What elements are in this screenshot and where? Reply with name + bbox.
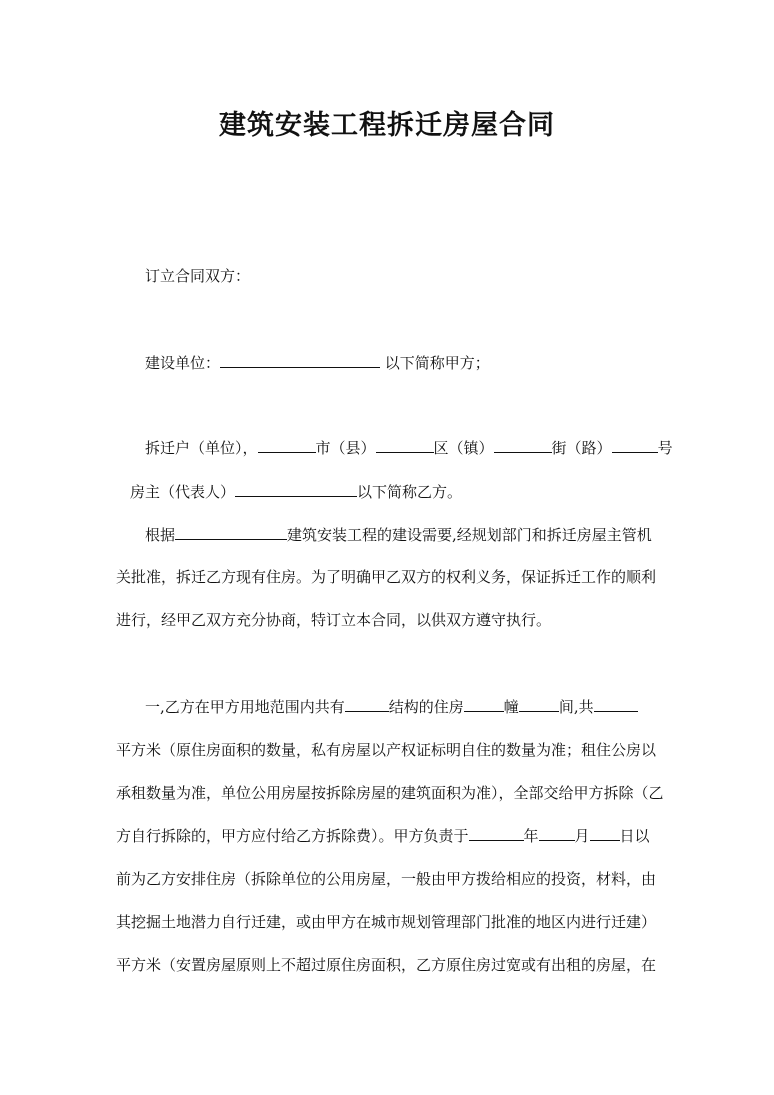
owner-label: 房主（代表人） [130, 483, 236, 501]
preamble-rest: 建筑安装工程的建设需要,经规划部门和拆迁房屋主管机 [287, 526, 652, 544]
clause-1-line-1 [145, 697, 638, 717]
year-blank [469, 826, 524, 841]
clause-1-line-2: 平方米（原住房面积的数量，私有房屋以产权证标明自住的数量为准；租住公房以 [116, 741, 657, 759]
room-count-blank [519, 697, 559, 712]
clause-1-text-b: 结构的住房 [388, 698, 464, 716]
preamble-line-1 [145, 525, 652, 545]
day-label: 日以 [619, 827, 650, 845]
preamble-line-2: 关批准，拆迁乙方现有住房。为了明确甲乙双方的权利义务，保证拆迁工作的顺利 [116, 568, 657, 586]
street-label: 街（路） [551, 439, 612, 457]
clause-1-l4-text-a: 方自行拆除的，甲方应付给乙方拆除费）。甲方负责于 [116, 827, 469, 845]
document-title: 建筑安装工程拆迁房屋合同 [219, 110, 555, 141]
city-blank [258, 438, 316, 453]
project-blank [175, 525, 287, 540]
year-label: 年 [523, 827, 539, 845]
month-blank [539, 826, 575, 841]
month-label: 月 [574, 827, 590, 845]
clause-1-line-4 [116, 826, 650, 846]
structure-blank [345, 697, 389, 712]
owner-blank [235, 482, 357, 497]
clause-1-line-3: 承租数量为准，单位公用房屋按拆除房屋的建筑面积为准），全部交给甲方拆除（乙 [116, 784, 664, 802]
party-a-line [145, 353, 490, 373]
party-a-label: 建设单位： [145, 354, 221, 372]
building-count-blank [464, 697, 504, 712]
district-blank [376, 438, 434, 453]
district-label: 区（镇） [433, 439, 494, 457]
clause-1-line-6: 其挖掘土地潜力自行迁建，或由甲方在城市规划管理部门批准的地区内进行迁建） [116, 913, 657, 931]
street-blank [494, 438, 552, 453]
number-blank [612, 438, 658, 453]
clause-1-text-c: 幢 [503, 698, 519, 716]
number-label: 号 [657, 439, 673, 457]
party-a-suffix: 以下简称甲方； [380, 354, 490, 372]
city-label: 市（县） [315, 439, 376, 457]
clause-1-line-5: 前为乙方安排住房（拆除单位的公用房屋，一般由甲方拨给相应的投资，材料，由 [116, 870, 657, 888]
area-blank [594, 697, 638, 712]
preamble-start: 根据 [145, 526, 176, 544]
parties-intro: 订立合同双方： [145, 267, 251, 285]
clause-1-text-a: 一,乙方在甲方用地范围内共有 [145, 698, 345, 716]
day-blank [590, 826, 620, 841]
owner-suffix: 以下简称乙方。 [357, 483, 463, 501]
clause-1-line-7: 平方米（安置房屋原则上不超过原住房面积，乙方原住房过宽或有出租的房屋，在 [116, 956, 657, 974]
party-b-owner-line [130, 482, 462, 502]
party-a-blank [220, 353, 380, 368]
clause-1-text-d: 间,共 [558, 698, 594, 716]
preamble-line-3: 进行，经甲乙双方充分协商，特订立本合同，以供双方遵守执行。 [116, 611, 552, 629]
party-b-address-line [145, 438, 673, 458]
party-b-label: 拆迁户（单位）， [145, 439, 258, 457]
